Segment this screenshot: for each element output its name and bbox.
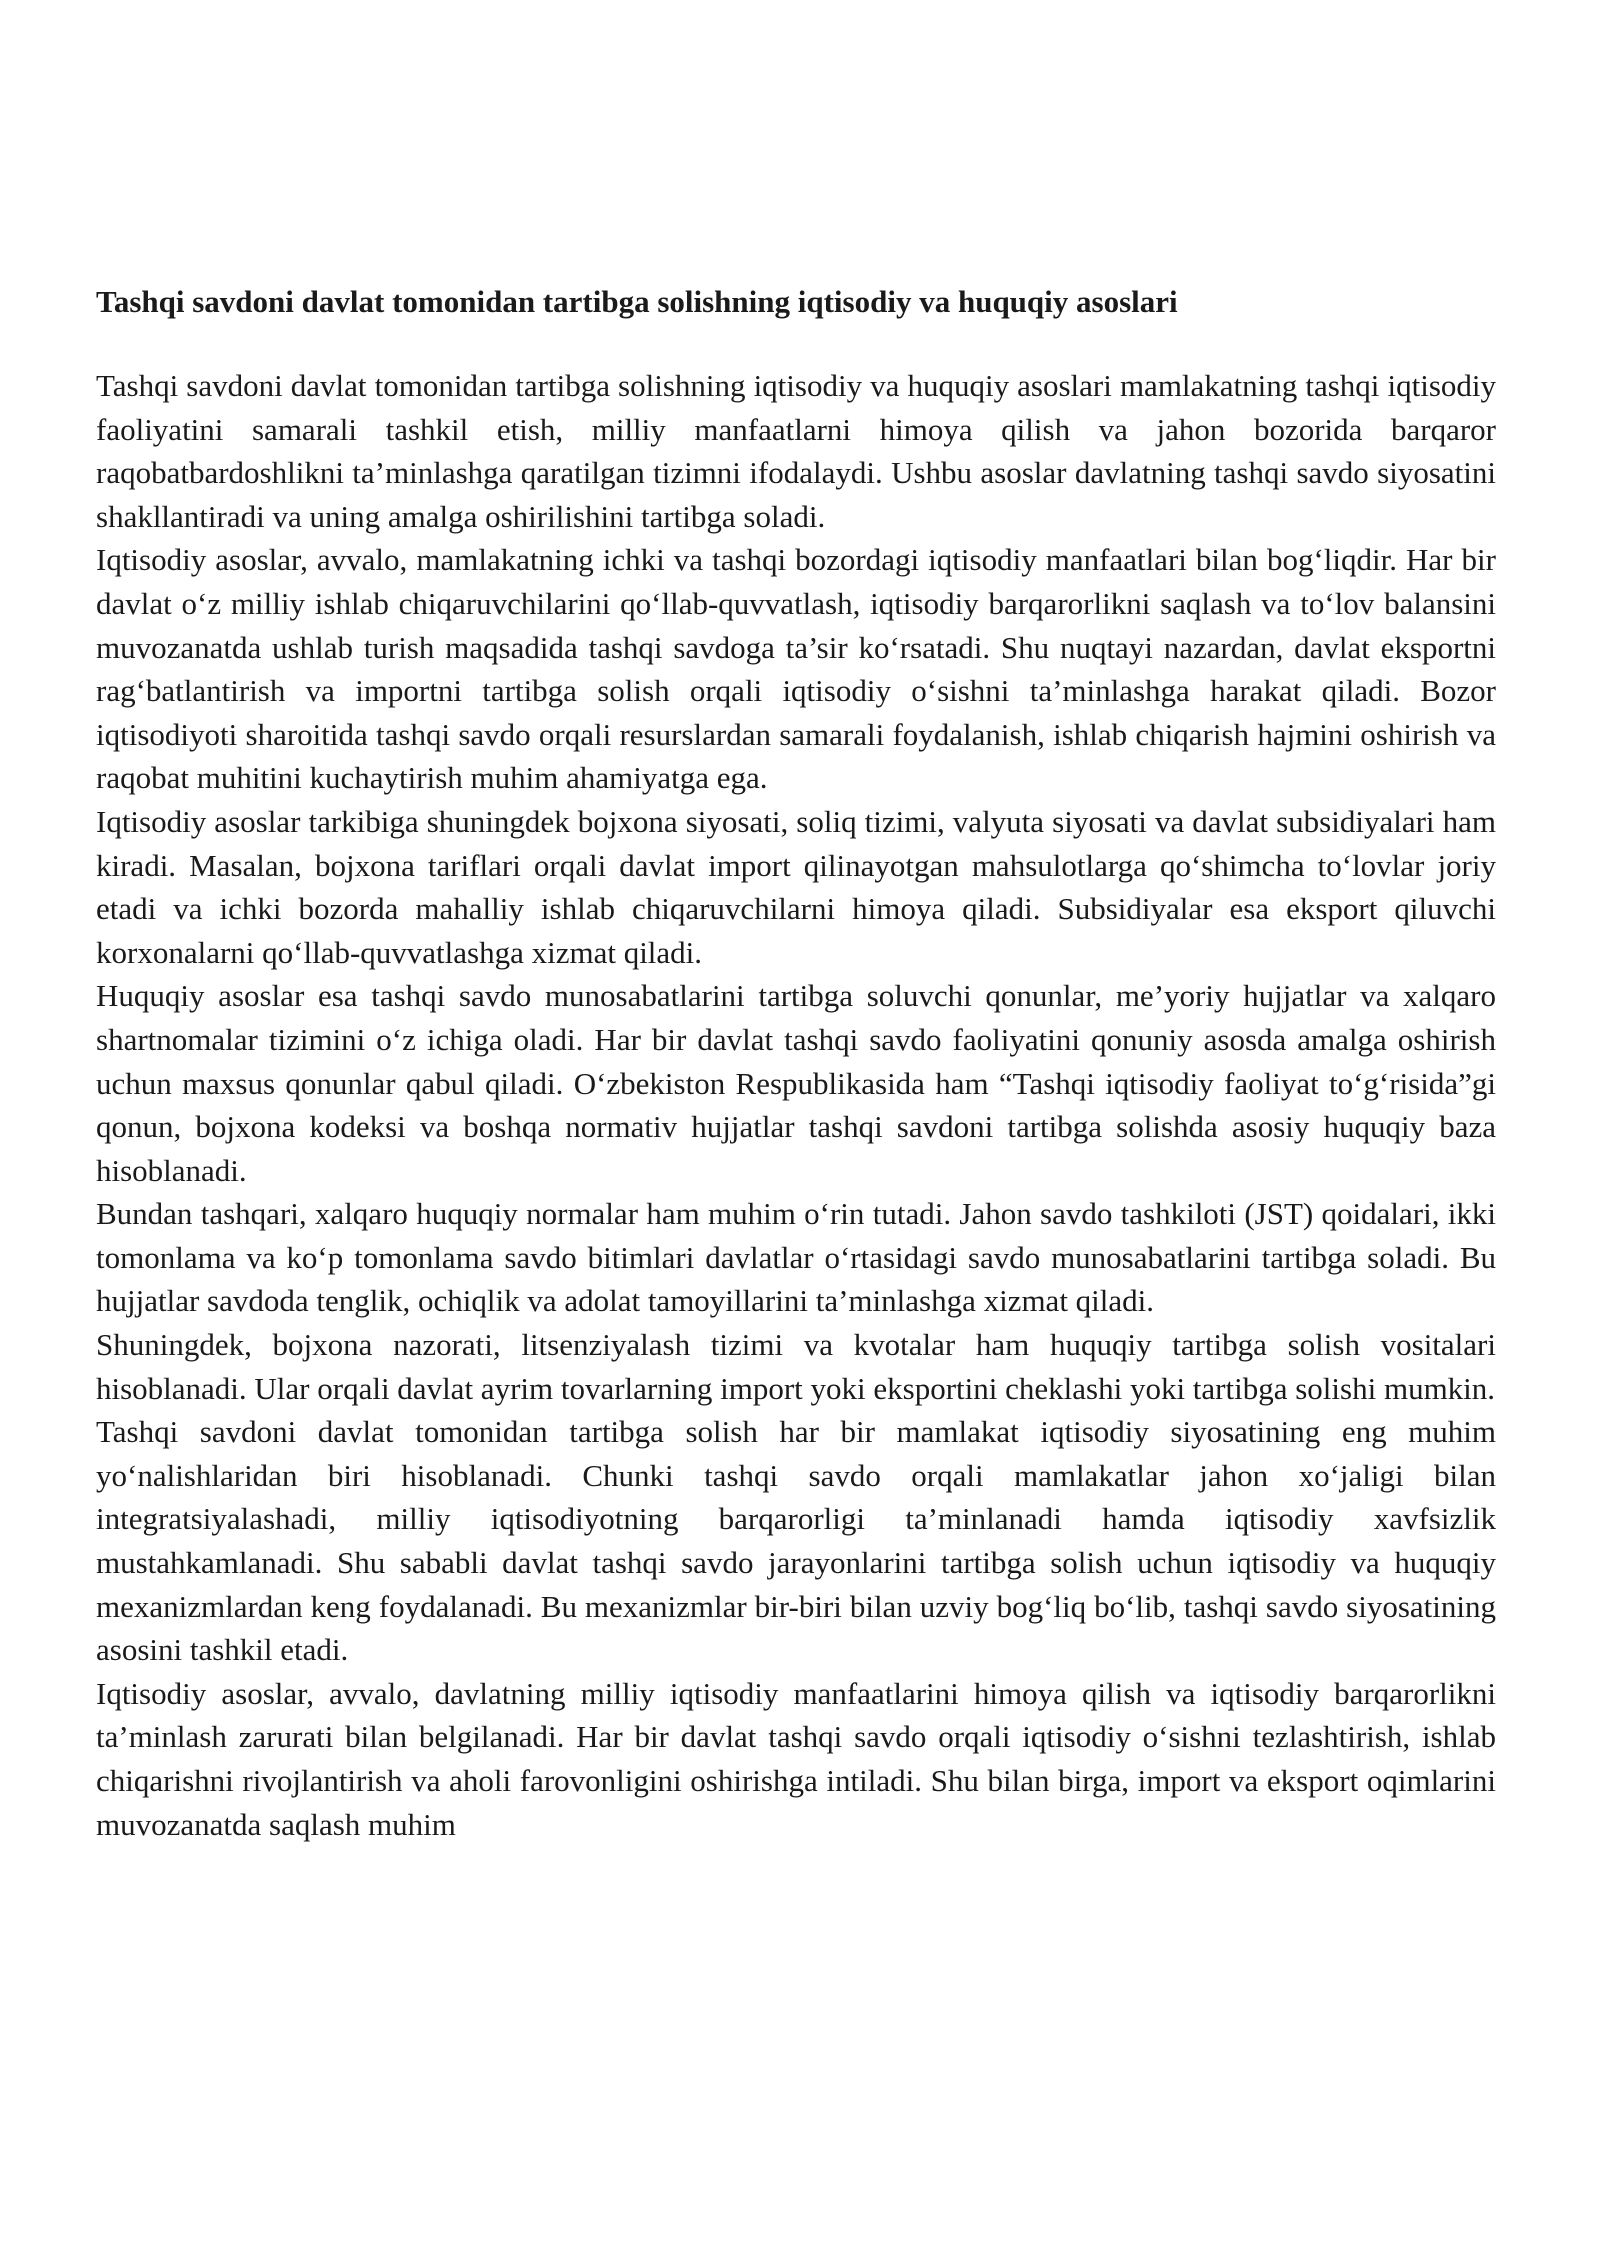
paragraph-6: Shuningdek, bojxona nazorati, litsenziyalash tizimi va kvotalar ham huquqiy tartibga solish vositalari hisoblanadi. Ular orqali davlat ayrim tovarlarning import yoki eksportini cheklashi yoki tartibga solishi mumkin. xyxy=(96,1327,1496,1406)
paragraph-8: Iqtisodiy asoslar, avvalo, davlatning milliy iqtisodiy manfaatlarini himoya qilish va iqtisodiy barqarorlikni ta’minlash zarurati bilan belgilanadi. Har bir davlat tashqi savdo orqali iqtisodiy o‘sishni tezlashtirish, ishlab chiqarishni rivojlantirish va aholi farovonligini oshirishga intiladi. Shu bilan birga, import va eksport oqimlarini muvozanatda saqlash muhim xyxy=(96,1675,1496,1842)
paragraph-3: Iqtisodiy asoslar tarkibiga shuningdek bojxona siyosati, soliq tizimi, valyuta siyosati va davlat subsidiyalari ham kiradi. Masalan, bojxona tariflari orqali davlat import qilinayotgan mahsulotlarga qo‘shimcha to‘lovlar joriy etadi va ichki bozorda mahalliy ishlab chiqaruvchilarni himoya qiladi. Subsidiyalar esa eksport qiluvchi korxonalarni qo‘llab-quvvatlashga xizmat qiladi. xyxy=(96,803,1496,970)
paragraph-2: Iqtisodiy asoslar, avvalo, mamlakatning ichki va tashqi bozordagi iqtisodiy manfaatlari bilan bog‘liqdir. Har bir davlat o‘z milliy ishlab chiqaruvchilarini qo‘llab-quvvatlash, iqtisodiy barqarorlikni saqlash va to‘lov balansini muvozanatda ushlab turish maqsadida tashqi savdoga ta’sir ko‘rsatadi. Shu nuqtayi nazardan, davlat eksportni rag‘batlantirish va importni tartibga solish orqali iqtisodiy o‘sishni ta’minlashga harakat qiladi. Bozor iqtisodiyoti sharoitida tashqi savdo orqali resurslardan samarali foydalanish, ishlab chiqarish hajmini oshirish va raqobat muhitini kuchaytirish muhim ahamiyatga ega. xyxy=(96,542,1496,796)
paragraph-7: Tashqi savdoni davlat tomonidan tartibga solish har bir mamlakat iqtisodiy siyosatining eng muhim yo‘nalishlaridan biri hisoblanadi. Chunki tashqi savdo orqali mamlakatlar jahon xo‘jaligi bilan integratsiyalashadi, milliy iqtisodiyotning barqarorligi ta’minlanadi hamda iqtisodiy xavfsizlik mustahkamlanadi. Shu sababli davlat tashqi savdo jarayonlarini tartibga solish uchun iqtisodiy va huquqiy mexanizmlardan keng foydalanadi. Bu mexanizmlar bir-biri bilan uzviy bog‘liq bo‘lib, tashqi savdo siyosatining asosini tashkil etadi. xyxy=(96,1414,1496,1668)
document-title: Tashqi savdoni davlat tomonidan tartibga solishning iqtisodiy va huquqiy asoslari xyxy=(96,284,1178,319)
paragraph-4: Huquqiy asoslar esa tashqi savdo munosabatlarini tartibga soluvchi qonunlar, me’yoriy hujjatlar va xalqaro shartnomalar tizimini o‘z ichiga oladi. Har bir davlat tashqi savdo faoliyatini qonuniy asosda amalga oshirish uchun maxsus qonunlar qabul qiladi. O‘zbekiston Respublikasida ham “Tashqi iqtisodiy faoliyat to‘g‘risida”gi qonun, bojxona kodeksi va boshqa normativ hujjatlar tashqi savdoni tartibga solishda asosiy huquqiy baza hisoblanadi. xyxy=(96,978,1496,1188)
document-body xyxy=(96,280,1496,1846)
paragraph-1: Tashqi savdoni davlat tomonidan tartibga solishning iqtisodiy va huquqiy asoslari mamlakatning tashqi iqtisodiy faoliyatini samarali tashkil etish, milliy manfaatlarni himoya qilish va jahon bozorida barqaror raqobatbardoshlikni ta’minlashga qaratilgan tizimni ifodalaydi. Ushbu asoslar davlatning tashqi savdo siyosatini shakllantiradi va uning amalga oshirilishini tartibga soladi. xyxy=(96,368,1496,534)
paragraph-5: Bundan tashqari, xalqaro huquqiy normalar ham muhim o‘rin tutadi. Jahon savdo tashkiloti (JST) qoidalari, ikki tomonlama va ko‘p tomonlama savdo bitimlari davlatlar o‘rtasidagi savdo munosabatlarini tartibga soladi. Bu hujjatlar savdoda tenglik, ochiqlik va adolat tamoyillarini ta’minlashga xizmat qiladi. xyxy=(96,1196,1496,1319)
